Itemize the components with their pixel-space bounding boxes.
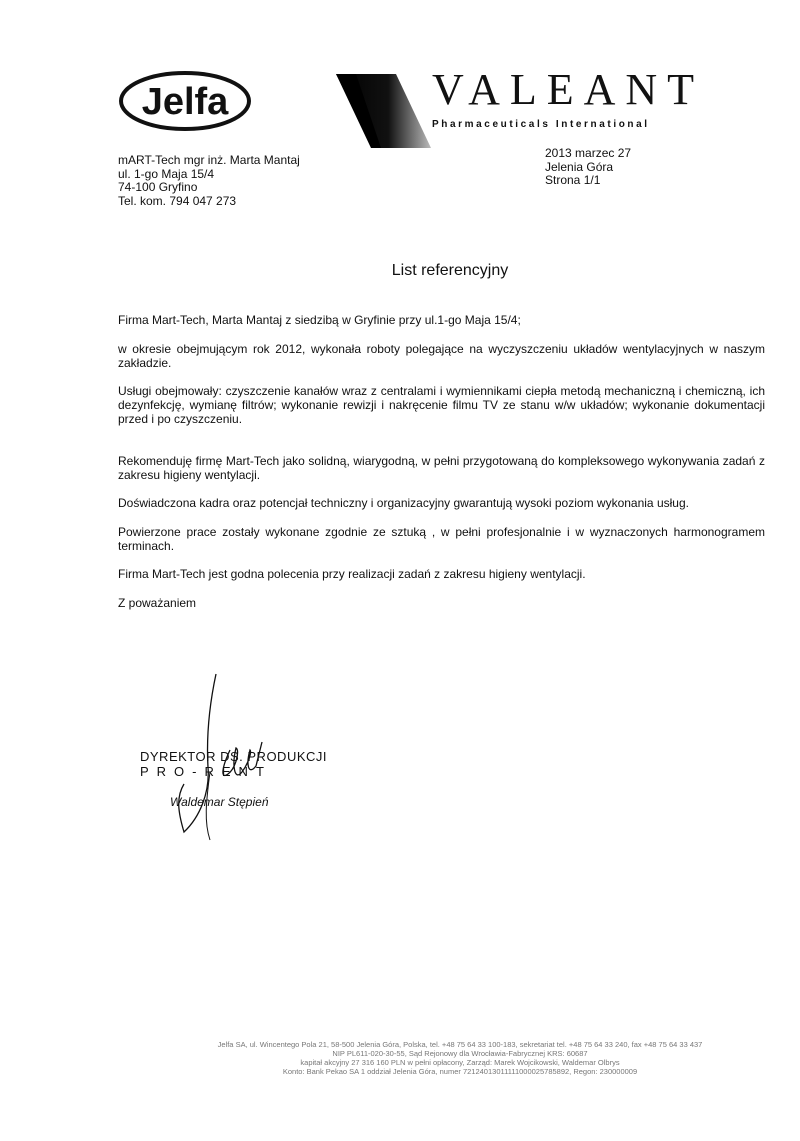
paragraph: w okresie obejmującym rok 2012, wykonała roboty polegające na wyczyszczeniu układów wentylacyjnych w naszym zakładzie. (118, 342, 765, 370)
footer-line: Konto: Bank Pekao SA 1 oddział Jelenia Góra, numer 72124013011111000025785892, Regon: 230000009 (282, 1067, 638, 1076)
valeant-swoosh-icon (336, 74, 431, 148)
valeant-wordmark: VALEANT (432, 65, 705, 114)
footer-line: kapitał akcyjny 27 316 160 PLN w pełni opłacony, Zarząd: Marek Wojcikowski, Waldemar Olbrys (300, 1058, 620, 1067)
paragraph: Rekomenduję firmę Mart-Tech jako solidną, wiarygodną, w pełni przygotowaną do kompleksowego wykonywania zadań z zakresu higieny wentylacji. (118, 454, 765, 482)
company-footer (100, 1040, 800, 1076)
sender-line: ul. 1-go Maja 15/4 (118, 166, 215, 181)
paragraph: Firma Mart-Tech jest godna polecenia przy realizacji zadań z zakresu higieny wentylacji. (118, 567, 586, 581)
paragraph: Usługi obejmowały: czyszczenie kanałów wraz z centralami i wymiennikami ciepła metodą mechaniczną i chemiczną, ich dezynfekcję, wymianę filtrów; wykonanie rewizji i nakręcenie filmu TV ze stanu w/w układów; wykonanie dokumentacji przed i po czyszczeniu. (118, 384, 765, 426)
stamp-company: PRO-RENT (140, 764, 272, 779)
paragraph: Doświadczona kadra oraz potencjał techniczny i organizacyjny gwarantują wysoki poziom wykonania usług. (118, 496, 689, 510)
closing-salutation: Z poważaniem (118, 596, 197, 610)
paragraph: Firma Mart-Tech, Marta Mantaj z siedzibą w Gryfinie przy ul.1-go Maja 15/4; (118, 313, 521, 327)
handwritten-signature-icon (170, 672, 290, 842)
valeant-logo (336, 65, 705, 148)
stamp-position: DYREKTOR DS. PRODUKCJI (140, 749, 328, 764)
stamp-name: Waldemar Stępień (170, 795, 269, 809)
page-number: Strona 1/1 (545, 173, 601, 187)
paragraph: Powierzone prace zostały wykonane zgodnie ze sztuką , w pełni profesjonalnie i w wyznaczonych harmonogramem terminach. (118, 525, 765, 553)
footer-line: Jelfa SA, ul. Wincentego Pola 21, 58-500 Jelenia Góra, Polska, tel. +48 75 64 33 100-183, sekretariat tel. +48 75 64 33 240, fax +48 75 64 33 437 (217, 1040, 703, 1049)
jelfa-logo (118, 70, 252, 132)
letter-meta (545, 147, 631, 188)
letter-city: Jelenia Góra (545, 159, 614, 174)
sender-line: Tel. kom. 794 047 273 (118, 193, 237, 208)
sender-address (118, 154, 300, 208)
sender-line: mART-Tech mgr inż. Marta Mantaj (118, 153, 300, 167)
footer-line: NIP PL611-020-30-55, Sąd Rejonowy dla Wrocławia-Fabrycznej KRS: 60687 (332, 1049, 588, 1058)
letter-title: List referencyjny (391, 262, 509, 279)
sender-line: 74-100 Gryfino (118, 180, 198, 194)
jelfa-logo-text: Jelfa (141, 81, 229, 123)
jelfa-logo-mark (118, 70, 252, 132)
letter-date: 2013 marzec 27 (545, 146, 632, 160)
valeant-tagline: Pharmaceuticals International (432, 119, 650, 130)
